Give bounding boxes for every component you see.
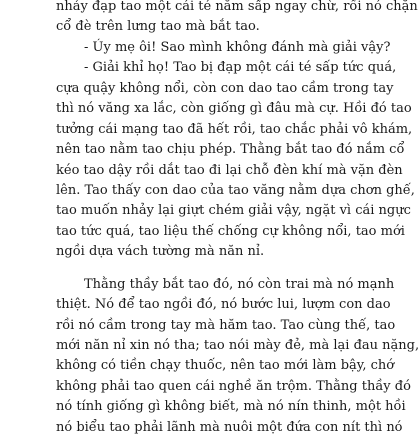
paragraph-gap	[56, 263, 378, 275]
paragraph-3	[56, 58, 415, 262]
text-line: - Giải khỉ họ! Tao bị đạp một cái té sấp tức quá,	[84, 60, 397, 76]
text-line: cổ đè trên lưng tao mà bắt tao.	[56, 19, 260, 35]
text-line: thiệt. Nó để tao ngồi đó, nó bước lui, lượm con dao	[56, 297, 391, 313]
text-line: nên tao nằm tao chịu phép. Thằng bắt tao đó nắm cổ	[56, 142, 405, 158]
text-line: lên. Tao thấy con dao của tao văng nằm dựa chơn ghế,	[56, 182, 415, 198]
text-line: tao muốn nhảy lại giựt chém giải vậy, ngặt vì cái ngực	[56, 203, 411, 219]
text-line: nhảy đạp tao một cái té nằm sấp ngay chừ, rồi nó chặn	[56, 0, 418, 14]
text-line: không có tiền chạy thuốc, nên tao mới làm bậy, chớ	[56, 358, 395, 374]
text-line: không phải tao quen cái nghề ăn trộm. Thằng thầy đó	[56, 378, 411, 394]
text-line: nó tính giống gì không biết, mà nó nín thinh, một hồi	[56, 399, 406, 415]
text-line: ngồi dựa vách tường mà năn nỉ.	[56, 244, 265, 260]
text-line: tao tức quá, tao liệu thế chống cự không nổi, tao mới	[56, 223, 405, 239]
text-line: Thằng thầy bắt tao đó, nó còn trai mà nó mạnh	[84, 276, 395, 292]
text-line: cựa quậy không nổi, còn con dao tao cầm trong tay	[56, 80, 394, 96]
text-line: thì nó văng xa lắc, còn giống gì đâu mà cự. Hồi đó tao	[56, 101, 412, 117]
text-line: tưởng cái mạng tao đã hết rồi, tao chắc phải vô khám,	[56, 121, 413, 137]
text-line: mới năn nỉ xin nó tha; tao nói mày đẻ, mà lại đau nặng,	[56, 338, 419, 353]
body-text	[56, 0, 419, 438]
text-line: rồi nó cầm trong tay mà hăm tao. Tao cùng thế, tao	[56, 317, 396, 333]
text-line: kéo tao dậy rồi dắt tao đi lại chỗ đèn khí mà vặn đèn	[56, 162, 403, 178]
text-line: nó biểu tao phải lãnh mà nuôi một đứa con nít thì nó	[56, 419, 403, 435]
text-line: - Úy mẹ ôi! Sao mình không đánh mà giải vậy?	[84, 39, 391, 55]
paragraph-2	[56, 38, 391, 58]
paragraph-1	[56, 0, 418, 38]
paragraph-4	[56, 275, 419, 438]
